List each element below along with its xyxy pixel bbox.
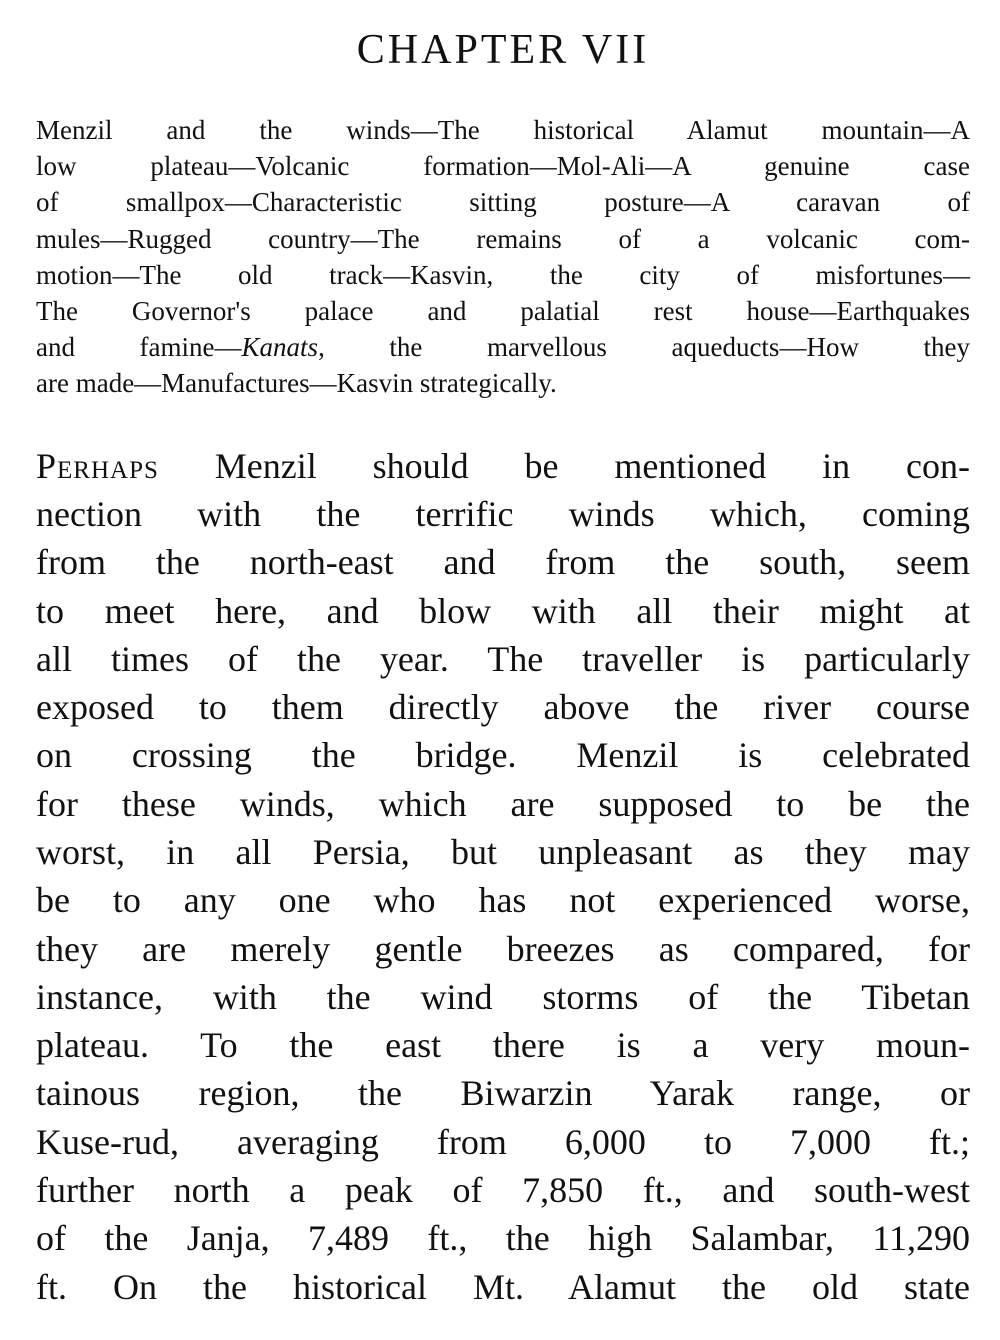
body-text: Menzil should be mentioned in con- [158, 445, 970, 486]
body-line: of the Janja, 7,489 ft., the high Salambar, 11,290 [36, 1218, 970, 1259]
body-line: worst, in all Persia, but unpleasant as they may [36, 832, 970, 872]
chapter-title: CHAPTER VII [356, 27, 650, 73]
synopsis-line: of smallpox—Characteristic sitting posture—A caravan of [36, 187, 970, 218]
chapter-synopsis [36, 112, 970, 402]
paragraph-opener: Perhaps [36, 445, 159, 486]
synopsis-line [36, 329, 970, 365]
synopsis-line: low plateau—Volcanic formation—Mol-Ali—A genuine case [36, 151, 970, 182]
synopsis-line: The Governor's palace and palatial rest house—Earthquakes [36, 296, 970, 327]
body-line: for these winds, which are supposed to be the [36, 783, 970, 824]
body-line: Kuse-rud, averaging from 6,000 to 7,000 ft.; [36, 1121, 970, 1162]
body-line: from the north-east and from the south, seem [36, 542, 970, 583]
body-line: nection with the terrific winds which, coming [36, 493, 970, 534]
synopsis-line: are made—Manufactures—Kasvin strategically. [36, 368, 557, 399]
synopsis-italic-term: Kanats [241, 332, 319, 363]
body-line: on crossing the bridge. Menzil is celebrated [36, 735, 970, 776]
body-line: tainous region, the Biwarzin Yarak range, or [36, 1073, 970, 1114]
synopsis-line: mules—Rugged country—The remains of a volcanic com- [36, 223, 970, 254]
body-line: instance, with the wind storms of the Tibetan [36, 976, 970, 1017]
body-line [36, 442, 970, 490]
body-line: be to any one who has not experienced worse, [36, 880, 970, 921]
body-line: exposed to them directly above the river course [36, 687, 970, 728]
body-line: all times of the year. The traveller is particularly [36, 638, 970, 679]
synopsis-text: , the marvellous aqueducts—How they [318, 332, 970, 363]
synopsis-line: motion—The old track—Kasvin, the city of misfortunes— [36, 259, 970, 290]
synopsis-line: Menzil and the winds—The historical Alamut mountain—A [36, 115, 970, 145]
body-line: they are merely gentle breezes as compared, for [36, 928, 970, 969]
synopsis-text: and famine— [36, 332, 242, 363]
body-line: plateau. To the east there is a very moun- [36, 1025, 970, 1066]
body-paragraph [36, 442, 970, 1311]
body-line: to meet here, and blow with all their might at [36, 590, 970, 631]
book-page [36, 22, 970, 1311]
body-line: ft. On the historical Mt. Alamut the old state [36, 1266, 970, 1307]
body-line: further north a peak of 7,850 ft., and south-west [36, 1170, 970, 1211]
